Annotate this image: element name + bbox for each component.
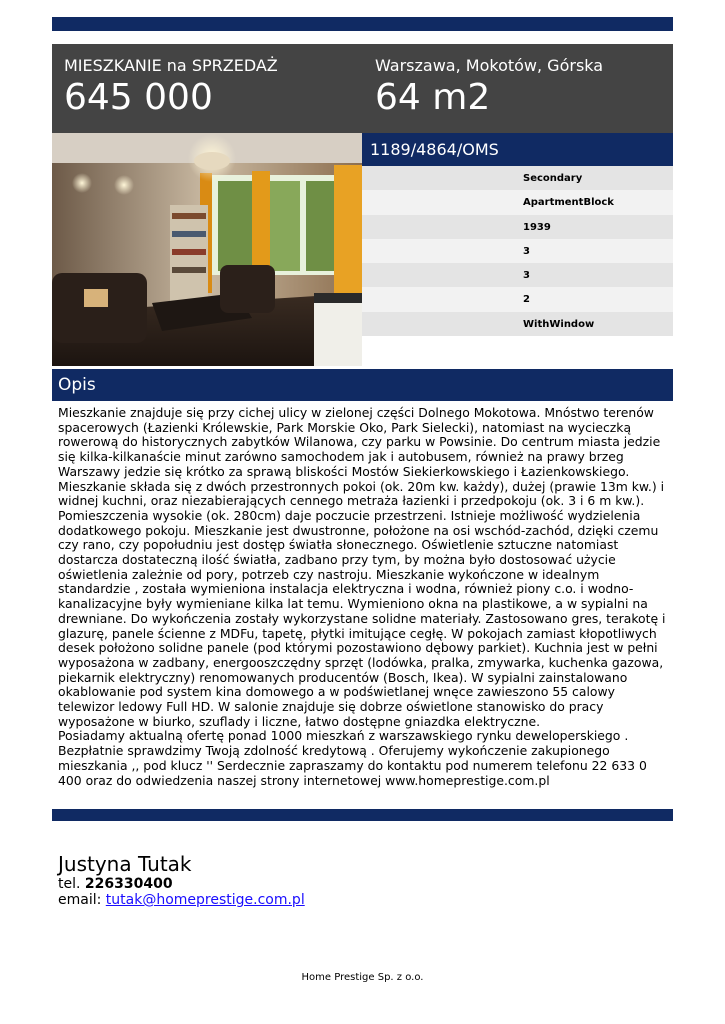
property-row-kitchen (362, 312, 673, 336)
location-summary (375, 56, 603, 120)
description-heading: Opis (58, 375, 96, 395)
property-details (362, 166, 673, 336)
property-row-rooms (362, 239, 673, 263)
top-accent-bar (52, 17, 673, 31)
offer-type: MIESZKANIE na SPRZEDAŻ (64, 56, 278, 75)
phone-label: tel. (58, 876, 81, 892)
offer-summary (64, 56, 278, 120)
property-value: 2 (523, 294, 530, 306)
agent-phone (58, 876, 305, 892)
footer-company: Home Prestige Sp. z o.o. (301, 972, 424, 983)
property-value: 1939 (523, 221, 551, 233)
location: Warszawa, Mokotów, Górska (375, 56, 604, 75)
agent-name: Justyna Tutak (58, 852, 192, 876)
email-label: email: (58, 892, 102, 908)
description-heading-bar (52, 369, 673, 401)
description-text: Mieszkanie znajduje się przy cichej ulicy w zielonej części Dolnego Mokotowa. Mnóstwo terenów spacerowych (Łazienki Królewskie, Park Morskie Oko, Park Sielecki), natomiast na wycieczką rowerową do historycznych zabytków Wilanowa, czy parku w Powsinie. Do centrum miasta jedzie się kilka-kilkanaście minut zarówno samochodem jak i autobusem, również na prawy brzeg Warszawy jedzie się krótko za sprawą bliskości Mostów Siekierkowskiego i Łazienkowskiego. Mieszkanie składa się z dwóch przestronnych pokoi (ok. 20m kw. każdy), dużej (prawie 13m kw.) i widnej kuchni, oraz niezabierających cennego metraża łazienki i przedpokoju (ok. 3 i 6 m kw.). Pomieszczenia wysokie (ok. 280cm) daje poczucie przestrzeni. Istnieje możliwość wydzielenia dodatkowego pokoju. Mieszkanie jest dwustronne, położone na osi wschód-zachód, dzięki czemu czy rano, czy popołudniu jest dostęp światła słonecznego. Oświetlenie sztuczne natomiast dostarcza dostateczną ilość światła, zadbano przy tym, by można było dostosować użycie oświetlenia zależnie od pory, potrzeb czy nastroju. Mieszkanie wykończone w idealnym standardzie , została wymieniona instalacja elektryczna i wodna, również piony c.o. i wodno-kanalizacyjne były wymieniane kilka lat temu. Wymieniono okna na plastikowe, a w sypialni na drewniane. Do wykończenia zostały wykorzystane solidne materiały. Zastosowano gres, terakotę i glazurę, panele ścienne z MDFu, tapetę, płytki imitujące cegłę. W pokojach zamiast kłopotliwych desek położono solidne panele (pod którymi pozostawiono dębowy parkiet). Kuchnia jest w pełni wyposażona w zadbany, energooszczędny sprzęt (lodówka, pralka, zmywarka, kuchenka gazowa, piekarnik elektryczny) renomowanych producentów (Bosch, Ikea). W sypialni zainstalowano okablowanie pod system kina domowego a w podświetlanej wnęce zawieszono 55 calowy telewizor ledowy Full HD. W salonie znajduje się dobrze oświetlone stanowisko do pracy wyposażone w biurko, szuflady i liczne, łatwo dostępne gniazdka elektryczne. Posiadamy aktualną ofertę ponad 1000 mieszkań z warszawskiego rynku deweloperskiego . Bezpłatnie sprawdzimy Twoją zdolność kredytową . Oferujemy wykończenie zakupionego mieszkania ,, pod klucz '' Serdecznie zapraszamy do kontaktu pod numerem telefonu 22 633 0 400 oraz do odwiedzenia naszej strony internetowej www.homeprestige.com.pl (58, 405, 666, 788)
listing-header (52, 44, 673, 133)
property-row-market (362, 166, 673, 190)
property-row-floors-total (362, 287, 673, 311)
agent-email (58, 892, 305, 908)
property-value: 3 (523, 270, 530, 282)
reference-number: 1189/4864/OMS (370, 140, 499, 159)
living-room-photo (52, 133, 362, 366)
price: 645 000 (64, 77, 213, 118)
property-row-building-type (362, 190, 673, 214)
property-row-floor (362, 263, 673, 287)
bottom-accent-bar (52, 809, 673, 821)
area: 64 m2 (375, 77, 491, 118)
property-value: WithWindow (523, 318, 595, 330)
email-link[interactable]: tutak@homeprestige.com.pl (105, 892, 305, 908)
property-row-year (362, 215, 673, 239)
reference-bar (362, 133, 673, 166)
apartment-photo (52, 133, 362, 366)
property-value: 3 (523, 245, 530, 257)
property-value: Secondary (523, 173, 583, 184)
property-value: ApartmentBlock (523, 197, 614, 209)
agent-contact (58, 852, 305, 908)
phone-number: 226330400 (84, 876, 173, 892)
